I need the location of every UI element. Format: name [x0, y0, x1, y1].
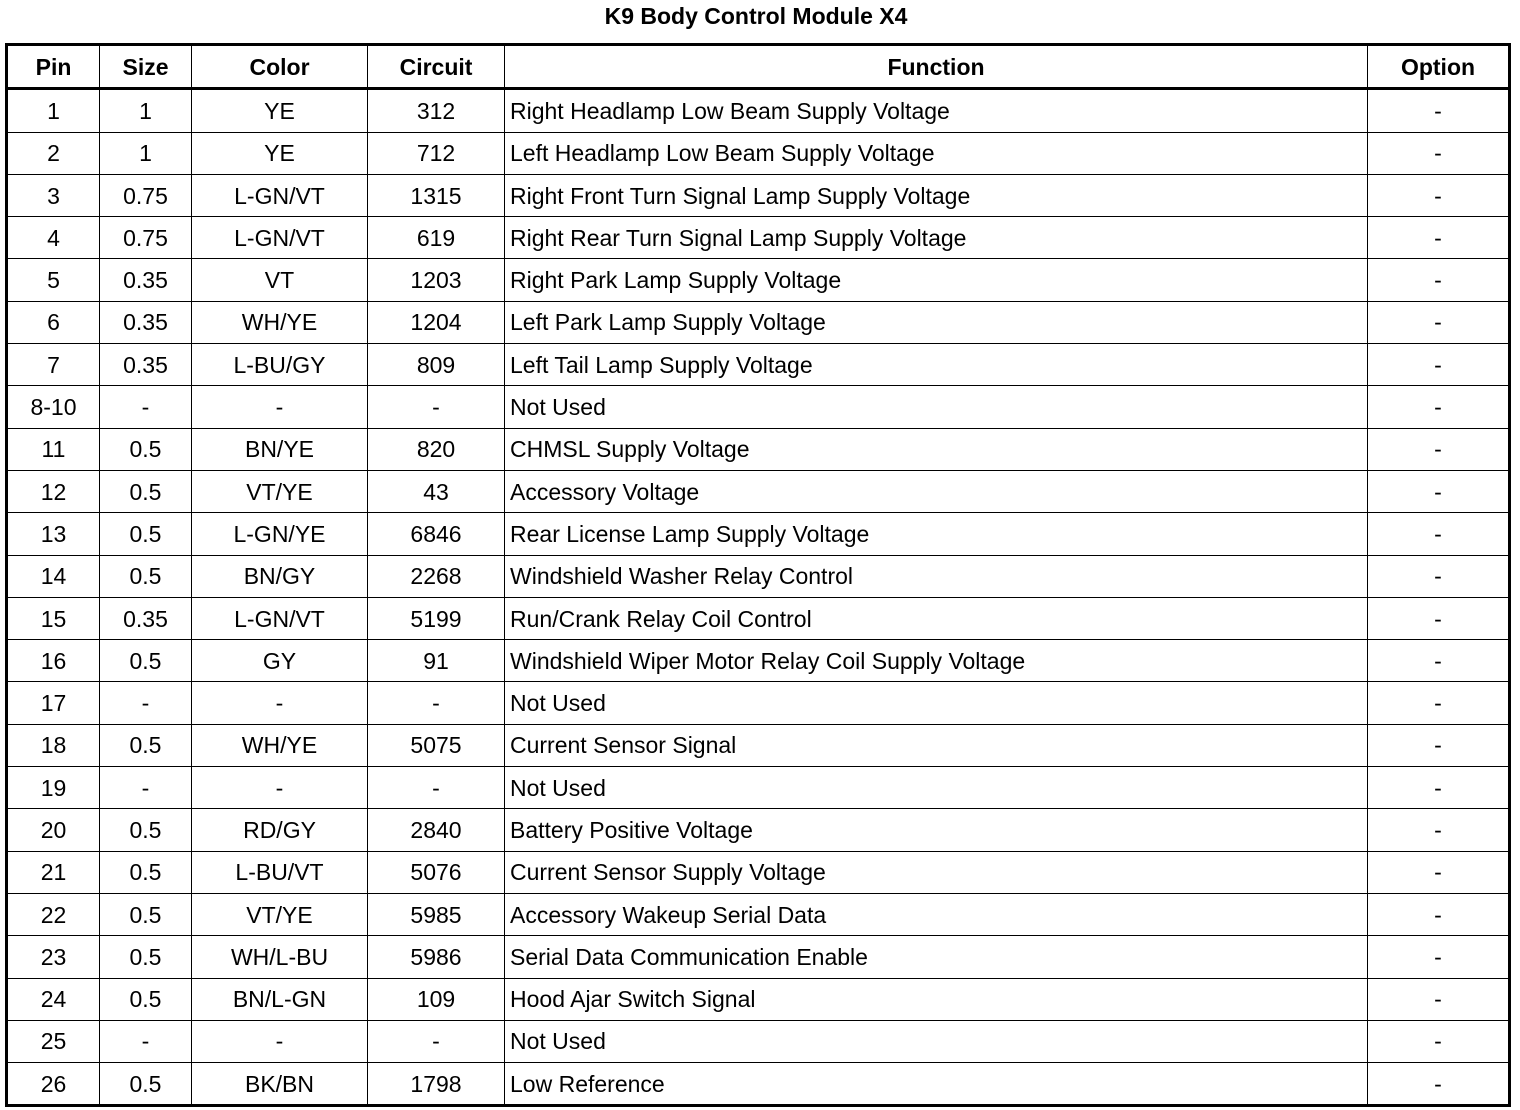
cell-circuit: -: [368, 767, 505, 809]
cell-function: Battery Positive Voltage: [505, 809, 1368, 851]
cell-circuit: 1798: [368, 1063, 505, 1106]
cell-pin: 12: [7, 470, 100, 512]
cell-color: L-GN/VT: [192, 174, 368, 216]
cell-color: -: [192, 386, 368, 428]
cell-size: -: [100, 767, 192, 809]
cell-circuit: 712: [368, 132, 505, 174]
cell-circuit: 820: [368, 428, 505, 470]
table-row: [7, 851, 1510, 893]
cell-pin: 3: [7, 174, 100, 216]
cell-size: 0.5: [100, 640, 192, 682]
cell-pin: 21: [7, 851, 100, 893]
cell-size: 0.75: [100, 217, 192, 259]
cell-color: BK/BN: [192, 1063, 368, 1106]
cell-size: -: [100, 682, 192, 724]
cell-color: VT/YE: [192, 470, 368, 512]
cell-pin: 1: [7, 89, 100, 132]
cell-pin: 26: [7, 1063, 100, 1106]
table-row: [7, 767, 1510, 809]
cell-function: Current Sensor Signal: [505, 724, 1368, 766]
cell-size: 0.5: [100, 893, 192, 935]
cell-circuit: 5199: [368, 597, 505, 639]
table-row: [7, 428, 1510, 470]
cell-circuit: 5985: [368, 893, 505, 935]
cell-color: BN/L-GN: [192, 978, 368, 1020]
cell-color: YE: [192, 132, 368, 174]
header-color: Color: [192, 45, 368, 89]
table-row: [7, 555, 1510, 597]
page-title: K9 Body Control Module X4: [604, 3, 908, 29]
table-row: [7, 640, 1510, 682]
connector-table: [5, 43, 1511, 1107]
cell-color: RD/GY: [192, 809, 368, 851]
cell-color: BN/YE: [192, 428, 368, 470]
cell-circuit: 312: [368, 89, 505, 132]
cell-function: Right Front Turn Signal Lamp Supply Voltage: [505, 174, 1368, 216]
cell-option: -: [1368, 89, 1510, 132]
cell-color: -: [192, 682, 368, 724]
cell-function: CHMSL Supply Voltage: [505, 428, 1368, 470]
cell-circuit: 109: [368, 978, 505, 1020]
cell-circuit: 619: [368, 217, 505, 259]
cell-size: -: [100, 386, 192, 428]
cell-pin: 6: [7, 301, 100, 343]
table-body: [7, 89, 1510, 1106]
cell-pin: 22: [7, 893, 100, 935]
cell-circuit: 6846: [368, 513, 505, 555]
cell-size: 0.5: [100, 1063, 192, 1106]
cell-pin: 7: [7, 344, 100, 386]
table-row: [7, 978, 1510, 1020]
cell-size: 0.5: [100, 470, 192, 512]
cell-color: YE: [192, 89, 368, 132]
cell-size: 1: [100, 89, 192, 132]
cell-circuit: 5986: [368, 936, 505, 978]
cell-circuit: 1203: [368, 259, 505, 301]
cell-function: Accessory Wakeup Serial Data: [505, 893, 1368, 935]
cell-function: Windshield Wiper Motor Relay Coil Supply Voltage: [505, 640, 1368, 682]
cell-option: -: [1368, 217, 1510, 259]
cell-circuit: 43: [368, 470, 505, 512]
table-row: [7, 344, 1510, 386]
cell-circuit: 1315: [368, 174, 505, 216]
cell-circuit: 5075: [368, 724, 505, 766]
cell-circuit: 2268: [368, 555, 505, 597]
cell-option: -: [1368, 809, 1510, 851]
cell-size: 0.35: [100, 344, 192, 386]
table-row: [7, 724, 1510, 766]
cell-size: 0.5: [100, 513, 192, 555]
cell-pin: 17: [7, 682, 100, 724]
table-row: [7, 301, 1510, 343]
cell-pin: 8-10: [7, 386, 100, 428]
table-row: [7, 259, 1510, 301]
header-size: Size: [100, 45, 192, 89]
cell-circuit: -: [368, 682, 505, 724]
cell-option: -: [1368, 682, 1510, 724]
cell-circuit: 5076: [368, 851, 505, 893]
cell-option: -: [1368, 344, 1510, 386]
cell-color: L-GN/VT: [192, 217, 368, 259]
cell-size: 0.5: [100, 809, 192, 851]
cell-pin: 11: [7, 428, 100, 470]
cell-size: 0.5: [100, 851, 192, 893]
cell-function: Left Tail Lamp Supply Voltage: [505, 344, 1368, 386]
cell-function: Left Park Lamp Supply Voltage: [505, 301, 1368, 343]
cell-option: -: [1368, 767, 1510, 809]
table-row: [7, 597, 1510, 639]
cell-option: -: [1368, 259, 1510, 301]
cell-size: 0.5: [100, 555, 192, 597]
cell-color: VT/YE: [192, 893, 368, 935]
table-row: [7, 89, 1510, 132]
cell-function: Not Used: [505, 1020, 1368, 1062]
cell-option: -: [1368, 555, 1510, 597]
table-row: [7, 132, 1510, 174]
table-row: [7, 1020, 1510, 1062]
cell-circuit: -: [368, 386, 505, 428]
cell-color: WH/L-BU: [192, 936, 368, 978]
cell-function: Right Headlamp Low Beam Supply Voltage: [505, 89, 1368, 132]
cell-function: Windshield Washer Relay Control: [505, 555, 1368, 597]
cell-function: Serial Data Communication Enable: [505, 936, 1368, 978]
cell-circuit: 809: [368, 344, 505, 386]
cell-pin: 20: [7, 809, 100, 851]
cell-option: -: [1368, 132, 1510, 174]
cell-option: -: [1368, 386, 1510, 428]
cell-pin: 18: [7, 724, 100, 766]
header-function: Function: [505, 45, 1368, 89]
cell-pin: 2: [7, 132, 100, 174]
table-header: [7, 45, 1510, 89]
cell-option: -: [1368, 597, 1510, 639]
cell-function: Run/Crank Relay Coil Control: [505, 597, 1368, 639]
cell-pin: 13: [7, 513, 100, 555]
cell-size: 0.35: [100, 259, 192, 301]
header-pin: Pin: [7, 45, 100, 89]
cell-function: Accessory Voltage: [505, 470, 1368, 512]
cell-size: 0.35: [100, 301, 192, 343]
cell-option: -: [1368, 724, 1510, 766]
cell-option: -: [1368, 640, 1510, 682]
table-row: [7, 1063, 1510, 1106]
table-row: [7, 470, 1510, 512]
cell-option: -: [1368, 851, 1510, 893]
cell-option: -: [1368, 893, 1510, 935]
table-row: [7, 809, 1510, 851]
cell-pin: 25: [7, 1020, 100, 1062]
cell-function: Left Headlamp Low Beam Supply Voltage: [505, 132, 1368, 174]
cell-function: Not Used: [505, 767, 1368, 809]
cell-function: Low Reference: [505, 1063, 1368, 1106]
cell-color: L-BU/VT: [192, 851, 368, 893]
cell-circuit: -: [368, 1020, 505, 1062]
cell-size: 1: [100, 132, 192, 174]
cell-size: 0.5: [100, 428, 192, 470]
cell-option: -: [1368, 428, 1510, 470]
table-row: [7, 682, 1510, 724]
cell-pin: 19: [7, 767, 100, 809]
cell-option: -: [1368, 978, 1510, 1020]
header-option: Option: [1368, 45, 1510, 89]
cell-color: L-BU/GY: [192, 344, 368, 386]
cell-option: -: [1368, 470, 1510, 512]
cell-pin: 23: [7, 936, 100, 978]
cell-pin: 15: [7, 597, 100, 639]
cell-circuit: 2840: [368, 809, 505, 851]
cell-option: -: [1368, 936, 1510, 978]
cell-color: GY: [192, 640, 368, 682]
cell-size: -: [100, 1020, 192, 1062]
table-row: [7, 386, 1510, 428]
table-row: [7, 174, 1510, 216]
cell-option: -: [1368, 513, 1510, 555]
cell-size: 0.5: [100, 936, 192, 978]
table-row: [7, 936, 1510, 978]
cell-color: VT: [192, 259, 368, 301]
cell-function: Current Sensor Supply Voltage: [505, 851, 1368, 893]
cell-option: -: [1368, 174, 1510, 216]
cell-function: Right Park Lamp Supply Voltage: [505, 259, 1368, 301]
cell-color: WH/YE: [192, 724, 368, 766]
cell-circuit: 1204: [368, 301, 505, 343]
table-row: [7, 513, 1510, 555]
cell-circuit: 91: [368, 640, 505, 682]
cell-size: 0.5: [100, 724, 192, 766]
cell-function: Right Rear Turn Signal Lamp Supply Voltage: [505, 217, 1368, 259]
cell-color: L-GN/YE: [192, 513, 368, 555]
cell-function: Not Used: [505, 682, 1368, 724]
header-row: [7, 45, 1510, 89]
cell-color: BN/GY: [192, 555, 368, 597]
header-circuit: Circuit: [368, 45, 505, 89]
cell-option: -: [1368, 301, 1510, 343]
cell-size: 0.35: [100, 597, 192, 639]
table-row: [7, 893, 1510, 935]
cell-function: Not Used: [505, 386, 1368, 428]
cell-function: Rear License Lamp Supply Voltage: [505, 513, 1368, 555]
cell-color: -: [192, 767, 368, 809]
table-row: [7, 217, 1510, 259]
cell-option: -: [1368, 1020, 1510, 1062]
cell-pin: 5: [7, 259, 100, 301]
cell-color: WH/YE: [192, 301, 368, 343]
cell-pin: 14: [7, 555, 100, 597]
cell-function: Hood Ajar Switch Signal: [505, 978, 1368, 1020]
cell-option: -: [1368, 1063, 1510, 1106]
cell-pin: 16: [7, 640, 100, 682]
cell-size: 0.75: [100, 174, 192, 216]
cell-color: -: [192, 1020, 368, 1062]
cell-size: 0.5: [100, 978, 192, 1020]
cell-pin: 24: [7, 978, 100, 1020]
cell-pin: 4: [7, 217, 100, 259]
cell-color: L-GN/VT: [192, 597, 368, 639]
